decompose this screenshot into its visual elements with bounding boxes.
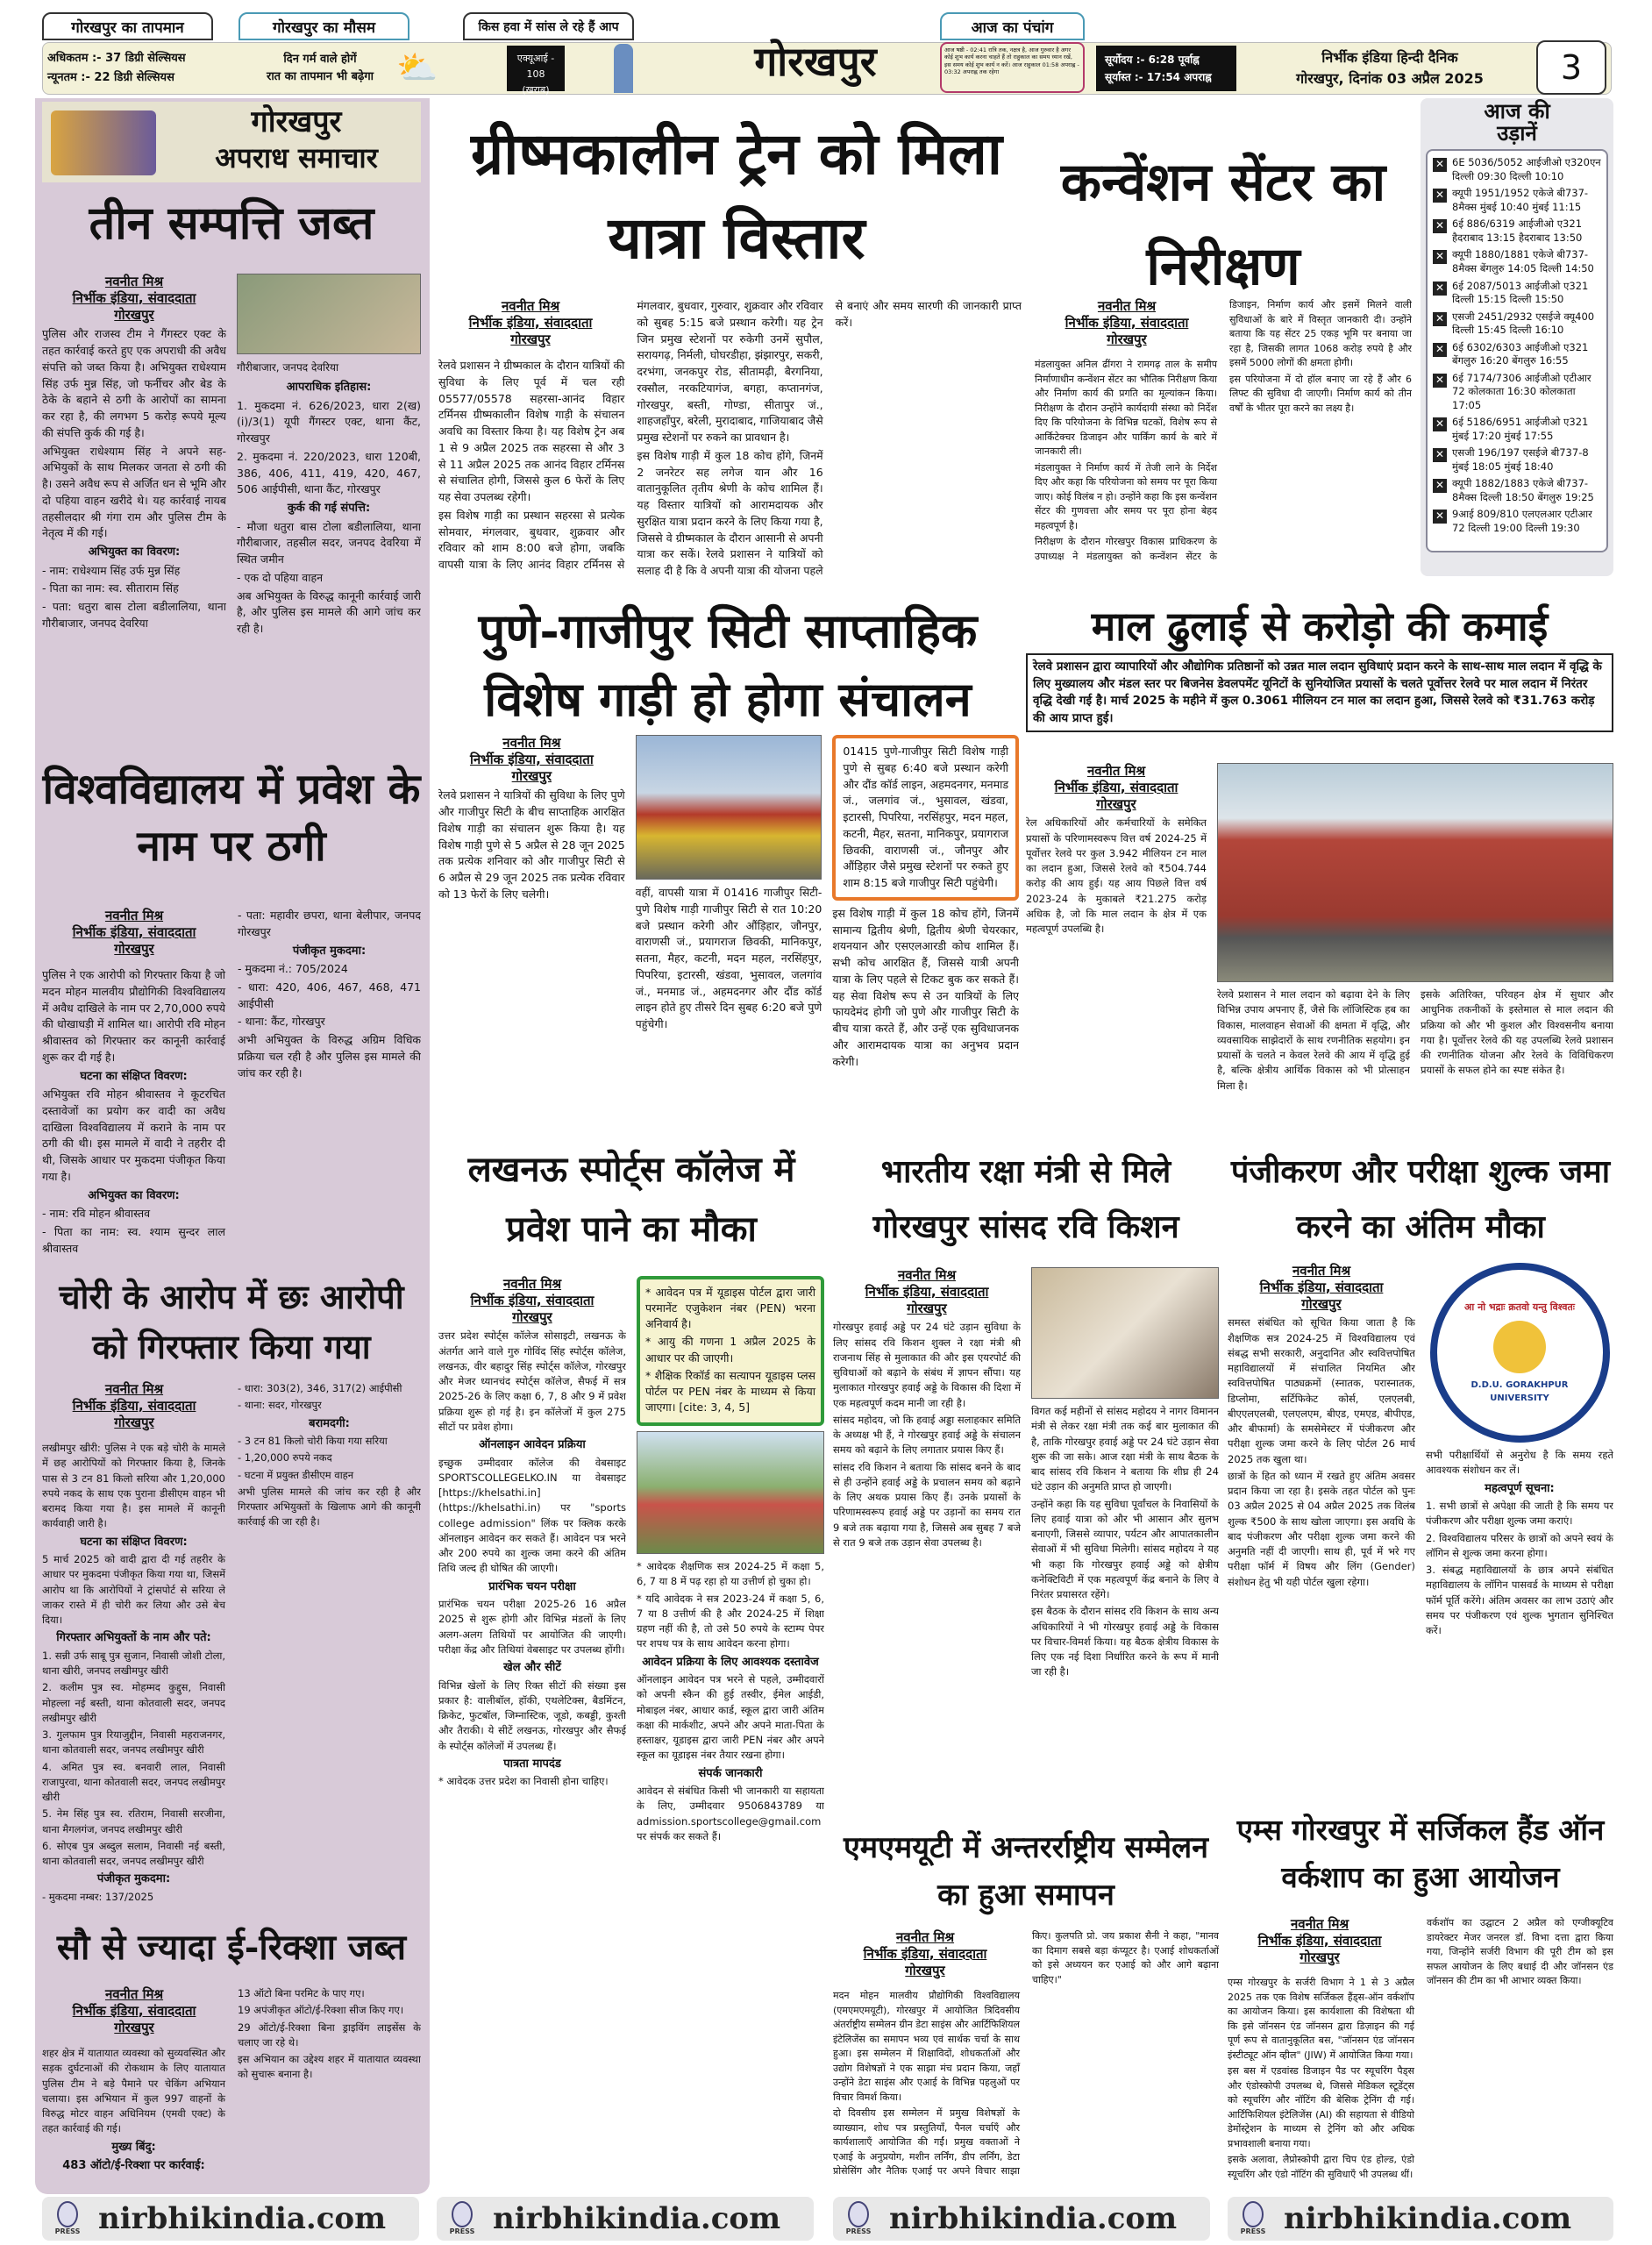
paragraph: आवेदन से संबंधित किसी भी जानकारी या सहायता के लिए, उम्मीदवार 9506843789 या admission.sportscollege@gmail.com पर संपर्क कर सकते हैं। <box>637 1785 824 1842</box>
paragraph: इस अभियान का उद्देश्य शहर में यातायात व्यवस्था को सुचारू बनाना है। <box>238 2053 421 2081</box>
paragraph: - थाना: सदर, गोरखपुर <box>238 1399 322 1412</box>
paragraph: 5. नेम सिंह पुत्र स्व. रतिराम, निवासी सरजीना, थाना मैगलगंज, जनपद लखीमपुर खीरी <box>42 1807 225 1835</box>
headline-theft-arrest: चोरी के आरोप में छः आरोपी को गिरफ्तार किया गया <box>59 1277 404 1366</box>
paragraph: 4. अमित पुत्र स्व. बनवारी लाल, निवासी राजापुरवा, थाना कोतवाली सदर, जनपद लखीमपुर खीरी <box>42 1760 225 1803</box>
sunrise: सूर्योदय :- 6:28 पूर्वाह्न <box>1105 53 1200 66</box>
dateline: गोरखपुर, दिनांक 03 अप्रैल 2025 <box>1296 70 1484 87</box>
freight-train-photo <box>1217 763 1613 982</box>
footer-site-1[interactable] <box>42 2197 419 2241</box>
paragraph: - एक दो पहिया वाहन <box>237 570 324 584</box>
article-body <box>637 1559 824 1844</box>
article-body <box>42 326 226 631</box>
byline: नवनीत मिश्र निर्भीक इंडिया, संवाददाता गोरखपुर <box>863 1929 987 1978</box>
paragraph: - पता: धतुरा बास टोला बडीलालिया, थाना गौरीबाजार, जनपद देवरिया <box>42 600 226 630</box>
press-label: PRESS <box>449 2227 475 2235</box>
byline: नवनीत मिश्र निर्भीक इंडिया, संवाददाता गोरखपुर <box>72 1986 196 2035</box>
paragraph: * आवेदन पत्र में यूडाइस पोर्टल द्वारा जारी परमानेंट एजुकेशन नंबर (PEN) भरना अनिवार्य है। <box>645 1286 815 1331</box>
airplane-icon <box>1433 448 1447 462</box>
crime-banner-title: गोरखपुर <box>251 104 342 139</box>
press-logo <box>845 2201 872 2236</box>
airplane-icon <box>1433 158 1447 172</box>
paragraph: विगत कई महीनों से सांसद महोदय ने नागर विमानन मंत्री से लेकर रक्षा मंत्री तक कई बार मुलाकात की है, ताकि गोरखपुर हवाई अड्डे पर 24 घंटे उड़ान सेवा शुरू की जा सके। आज रक्षा मंत्री के साथ बैठक के बाद सांसद रवि किशन ने बताया कि शीघ्र ही 24 घंटे उड़ान की अनुमति प्राप्त हो जाएगी। <box>1031 1405 1219 1493</box>
paragraph: इस विशेष गाड़ी में कुल 18 कोच होंगे, जिनमें 2 जनरेटर सह लगेज यान और 16 वातानुकूलित तृतीय श्रेणी के कोच शामिल हैं। यह विस्तार यात्रियों को आरामदायक और सुरक्षित यात्रा प्रदान करने के लिए किया गया है, जिससे वे ग्रीष्मकाल के दौरान आसानी से अपनी यात्रा कर सकें। रेलवे प्रशासन ने यात्रियों को सलाह दी है कि वे अपनी यात्रा की योजना पहले से बनाएं और समय सारणी की जानकारी प्राप्त करें। <box>637 299 1022 577</box>
paragraph: * आवेदक शैक्षणिक सत्र 2024-25 में कक्षा 5, 6, 7 या 8 में पढ़ रहा हो या उत्तीर्ण हो चुका हो। <box>637 1560 824 1588</box>
paragraph: वहीं, वापसी यात्रा में 01416 गाजीपुर सिटी-पुणे विशेष गाड़ी गाजीपुर सिटी से रात 10:20 बजे प्रस्थान करेगी और औंड़िहार, जौनपुर, वाराणसी जं., प्रयागराज छिवकी, मानिकपुर, सतना, मैहर, कटनी, मदन महल, नरसिंहपुर, पिपरिया, इटारसी, खंडवा, भुसावल, जलगांव जं., मनमाड जं., अहमदनगर और दौंड कॉर्ड लाइन होते हुए तीसरे दिन सुबह 6:20 बजे पुणे पहुंचेगी। <box>635 886 822 1030</box>
airplane-icon <box>1433 250 1447 264</box>
tab-panchang: आज का पंचांग <box>940 12 1085 40</box>
flight-item <box>1433 156 1601 183</box>
press-label: PRESS <box>845 2227 872 2235</box>
article-column <box>1426 1263 1613 1789</box>
article-property <box>42 274 421 734</box>
flight-item <box>1433 280 1601 307</box>
paragraph: आपराधिक इतिहास: <box>286 381 372 394</box>
byline: नवनीत मिश्र निर्भीक इंडिया, संवाददाता गोरखपुर <box>1054 763 1178 812</box>
airplane-icon <box>1433 374 1447 388</box>
flight-text: क्यूपी 1951/1952 एकेजे बी737-8मैक्स मुंबई 10:40 मुंबई 11:15 <box>1452 187 1589 213</box>
paragraph: सांसद महोदय, जो कि हवाई अड्डा सलाहकार समिति के अध्यक्ष भी हैं, ने गोरखपुर हवाई अड्डे के संचालन समय को बढ़ाने के लिए लगातार प्रयास किए हैं। <box>833 1413 1021 1457</box>
paragraph: * आयु की गणना 1 अप्रैल 2025 के आधार पर की जाएगी। <box>645 1335 815 1365</box>
byline: नवनीत मिश्र निर्भीक इंडिया, संवाददाता गोरखपुर <box>865 1267 989 1316</box>
byline: नवनीत मिश्र निर्भीक इंडिया, संवाददाता गोरखपुर <box>72 908 196 957</box>
paragraph: अब अभियुक्त के विरुद्ध कानूनी कार्रवाई जारी है, और पुलिस इस मामले की आगे जांच कर रही है। <box>237 588 421 635</box>
temperature-readout <box>47 49 186 88</box>
flight-text: 9आई 809/810 एलएलआर एटीआर 72 दिल्ली 19:00 दिल्ली 19:30 <box>1452 508 1592 534</box>
paragraph: गिरफ्तार अभियुक्तों के नाम और पते: <box>56 1631 211 1645</box>
article-column <box>42 274 226 734</box>
paragraph: उत्तर प्रदेश स्पोर्ट्स कॉलेज सोसाइटी, लखनऊ के अंतर्गत आने वाले गुरु गोविंद सिंह स्पोर्ट्स कॉलेज, लखनऊ, वीर बहादुर सिंह स्पोर्ट्स कॉलेज, गोरखपुर और मेजर ध्यानचंद स्पोर्ट्स कॉलेज, सैफई में सत्र 2025-26 के लिए कक्षा 6, 7, 8 और 9 में प्रवेश प्रक्रिया शुरू हो गई है। इन कॉलेजों में कुल 275 सीटों पर प्रवेश होगा। <box>438 1329 626 1433</box>
paper-name: निर्भीक इंडिया हिन्दी दैनिक <box>1321 49 1458 66</box>
site-link[interactable]: nirbhikindia.com <box>493 2201 781 2236</box>
paragraph: 3. संबद्ध महाविद्यालयों के छात्र अपने संबंधित महाविद्यालय के लॉगिन पासवर्ड के माध्यम से परीक्षा फॉर्म पूर्ति करेंगे। अंतिम अवसर का लाभ उठाएं और समय पर पंजीकरण एवं शुल्क भुगतान सुनिश्चित करें। <box>1426 1564 1613 1636</box>
ddu-university-logo <box>1430 1263 1610 1443</box>
footer-site-3[interactable] <box>833 2197 1210 2241</box>
flight-item <box>1433 416 1601 443</box>
article-body <box>438 788 625 902</box>
paragraph: लखीमपुर खीरी: पुलिस ने एक बड़े चोरी के मामले में छह आरोपियों को गिरफ्तार किया है, जिनके पास से 3 टन 81 किलो सरिया और 1,20,000 रुपये नकद के साथ एक पुराना डीसीएम वाहन भी बरामद किया गया है। इस मामले में कानूनी कार्यवाही जारी है। <box>42 1442 225 1530</box>
weather-day: दिन गर्म वाले होगें <box>283 53 357 66</box>
train-photo <box>636 735 822 880</box>
paragraph: - मुकदमा नम्बर: 137/2025 <box>42 1890 154 1903</box>
paragraph: 19 अपंजीकृत ऑटो/ई-रिक्शा सीज किए गए। <box>238 2004 404 2017</box>
paragraph: 6. सोएब पुत्र अब्दुल सलाम, निवासी नई बस्ती, थाना कोतवाली सदर, जनपद लखीमपुर खीरी <box>42 1839 225 1867</box>
paragraph: पंजीकृत मुकदमा: <box>292 944 367 958</box>
tab-weather: गोरखपुर का मौसम <box>239 12 409 40</box>
flight-item <box>1433 248 1601 275</box>
paragraph: प्रारंभिक चयन परीक्षा <box>488 1579 576 1593</box>
paragraph: अभियुक्त रवि मोहन श्रीवास्तव ने कूटरचित दस्तावेजों का प्रयोग कर वादी का अवैध दाखिला विश्वविद्यालय में कराने के नाम पर ठगी की थी। इस मामले में वादी ने तहरीर दी थी, जिसके आधार पर मुकदमा पंजीकृत किया गया है। <box>42 1087 225 1183</box>
headline-registration-deadline: पंजीकरण और परीक्षा शुल्क जमा करने का अंतिम मौका <box>1230 1153 1611 1245</box>
paragraph: इस विशेष गाड़ी में कुल 18 कोच होंगे, जिनमें सामान्य द्वितीय श्रेणी, द्वितीय श्रेणी चेयरकार, शयनयान और एसएलआरडी कोच शामिल हैं। सभी कोच आरक्षित हैं, जिससे यात्री अपनी यात्रा के लिए पहले से टिकट बुक कर सकते हैं। यह सेवा विशेष रूप से उन यात्रियों के लिए फायदेमंद होगी जो पुणे और गाजीपुर सिटी के बीच यात्रा करते हैं, और उन्हें एक सुविधाजनक और आरामदायक यात्रा का अनुभव प्रदान करेगी। <box>832 906 1019 1068</box>
airplane-icon <box>1433 219 1447 233</box>
paragraph: आवेदन प्रक्रिया के लिए आवश्यक दस्तावेज <box>642 1655 819 1669</box>
site-link[interactable]: nirbhikindia.com <box>98 2201 387 2236</box>
paragraph: इसके अतिरिक्त, परिवहन क्षेत्र में सुधार और आधुनिक तकनीकों के इस्तेमाल से माल लदान की प्रक्रिया को और भी कुशल और विश्वसनीय बनाया गया है। पूर्वोत्तर रेलवे की यह उपलब्धि रेलवे प्रशासन की रणनीतिक योजना और रेलवे के विविधिकरण प्रयासों के सफल होने का स्पष्ट संकेत है। <box>1421 988 1613 1077</box>
press-label: PRESS <box>54 2227 81 2235</box>
byline: नवनीत मिश्र निर्भीक इंडिया, संवाददाता गोरखपुर <box>72 274 196 323</box>
site-link[interactable]: nirbhikindia.com <box>1284 2201 1572 2236</box>
paragraph: 5 मार्च 2025 को वादी द्वारा दी गई तहरीर के आधार पर मुकदमा पंजीकृत किया गया था, जिसमें आरोप था कि आरोपियों ने ट्रांसपोर्ट से सरिया ले जाकर रास्ते में ही चोरी कर लिया और उसे बेच दिया। <box>42 1553 225 1626</box>
article-defence <box>833 1267 1219 1811</box>
byline: नवनीत मिश्र निर्भीक इंडिया, संवाददाता गोरखपुर <box>469 735 594 784</box>
paragraph: इस बस में एडवांस्ड डिजाइन पैड पर स्यूचरिंग पैड्स और एंडोस्कोपी उपलब्ध थे, जिससे मेडिकल स्टूडेंट्स को स्यूचरिंग और नॉटिंग की बेसिक ट्रेनिंग दी गई। आर्टिफिशियल इंटेलिजेंस (AI) की सहायता से वीडियो डेमोंस्ट्रेशन के माध्यम से ट्रेनिंग को और अधिक प्रभावशाली बनाया गया। <box>1228 2065 1414 2149</box>
paragraph: ऑनलाइन आवेदन प्रक्रिया <box>479 1438 586 1451</box>
crime-banner-subtitle: अपराध समाचार <box>215 141 378 175</box>
flight-item <box>1433 310 1601 338</box>
article-body <box>1228 1315 1415 1590</box>
paragraph: पंजीकृत मुकदमा: <box>96 1872 171 1886</box>
paragraph: इच्छुक उम्मीदवार कॉलेज की वेबसाइट SPORTSCOLLEGELKO.IN या वेबसाइट [https://khelsathi.in](https://khelsathi.in) पर "sports college admission" लिंक पर क्लिक करके ऑनलाइन आवेदन कर सकते हैं। आवेदन पत्र भरने और 200 रुपये का शुल्क जमा करने की अंतिम तिथि जल्द ही घोषित की जाएगी। <box>438 1456 626 1575</box>
paragraph: इस विशेष गाड़ी का प्रस्थान सहरसा से प्रत्येक सोमवार, मंगलवार, बुधवार, शुक्रवार और रविवार को शाम 8:00 बजे होगा, जबकि वापसी यात्रा के लिए आनंद विहार टर्मिनस से मंगलवार, बुधवार, गुरुवार, शुक्रवार और रविवार को सुबह 5:15 बजे प्रस्थान करेगी। यह ट्रेन जिन प्रमुख स्टेशनों पर रुकेगी उनमें सुपौल, सरायगढ़, निर्मली, घोघरडीहा, झंझारपुर, सकरी, दरभंगा, जनकपुर रोड, सीतामढ़ी, बैरगनिया, रक्सौल, नरकटियागंज, बगहा, कप्तानगंज, गोरखपुर, बस्ती, गोण्डा, सीतापुर जं., शाहजहाँपुर, बरेली, मुरादाबाद, गाजियाबाद जैसे प्रमुख स्टेशनों पर रुकने का प्रावधान है। <box>438 299 823 571</box>
airplane-icon <box>1433 417 1447 431</box>
article-body <box>832 906 1019 1071</box>
train-route-box: 01415 पुणे-गाजीपुर सिटी विशेष गाड़ी पुणे से सुबह 6:40 बजे प्रस्थान करेगी और दौंड कॉर्ड लाइन, अहमदनगर, मनमाड जं., जलगांव जं., भुसावल, खंडवा, इटारसी, पिपरिया, नरसिंहपुर, मदन महल, कटनी, मैहर, सतना, मानिकपुर, प्रयागराज छिवकी, वाराणसी जं., जौनपुर और औंड़िहार जैसे प्रमुख स्टेशनों पर रुकते हुए शाम 8:15 बजे गाजीपुर सिटी पहुंचेगी। <box>832 735 1019 901</box>
press-logo-icon <box>1243 2201 1264 2227</box>
sunset: सूर्यास्त :- 17:54 अपराह्न <box>1105 71 1212 83</box>
headline-pune-ghazipur: पुणे-गाजीपुर सिटी साप्ताहिक विशेष गाड़ी हो होगा संचालन <box>478 602 978 728</box>
headline-aiims-workshop: एम्स गोरखपुर में सर्जिकल हैंड ऑन वर्कशाप का हुआ आयोजन <box>1236 1813 1605 1895</box>
flight-item <box>1433 341 1601 368</box>
press-label: PRESS <box>1240 2227 1266 2235</box>
article-body <box>1421 987 1613 1131</box>
article-column <box>832 735 1019 1130</box>
paragraph: अभी अभियुक्त के विरुद्ध अग्रिम विधिक प्रक्रिया चल रही है और पुलिस इस मामले की जांच कर रही है। <box>238 1033 421 1080</box>
headline-sports-college: लखनऊ स्पोर्ट्स कॉलेज में प्रवेश पाने का मौका <box>467 1149 795 1250</box>
article-sports <box>438 1276 824 2192</box>
article-body <box>1026 816 1207 937</box>
paragraph: इसके अलावा, लैप्रोस्कोपी द्वारा चिप एंड होल्ड, एंडो स्यूचरिंग और एंडो नॉटिंग की सुविधाएँ भी उपलब्ध थीं। <box>1228 2154 1414 2180</box>
paragraph: * शैक्षिक रिकॉर्ड का सत्यापन यूडाइस प्लस पोर्टल पर PEN नंबर के माध्यम से किया जाएगा। [cite: 3, 4, 5] <box>645 1368 815 1414</box>
flight-item <box>1433 187 1601 214</box>
article-column <box>636 735 822 1130</box>
panchang-box: आज षष्ठी - 02:41 रात्रि तक, नक्षत्र है, आज गुरुवार है अगर कोई शुभ कार्य करना चाहते हैं तो राहुकाल का समय ध्यान रखें, इस समय कोई शुभ कार्य न करें। आज राहुकाल 01:58 अपराह्न - 03:32 अपराह्न तक रहेगा <box>940 42 1085 93</box>
press-logo <box>449 2201 475 2236</box>
flight-text: 6ई 7174/7306 आईजीओ एटीआर 72 कोलकाता 16:30 कोलकाता 17:05 <box>1452 371 1591 411</box>
temp-min: न्यूनतम :- 22 डिग्री सेल्सियस <box>47 71 174 84</box>
paragraph: - घटना में प्रयुक्त डीसीएम वाहन <box>238 1468 354 1481</box>
paragraph: - थाना: कैंट, गोरखपुर <box>238 1015 325 1029</box>
paragraph: - पिता का नाम: स्व. सीताराम सिंह <box>42 581 179 595</box>
paragraph: रेलवे प्रशासन ने ग्रीष्मकाल के दौरान यात्रियों की सुविधा के लिए पूर्व में चल रही 05577/05578 सहरसा-आनंद विहार टर्मिनस ग्रीष्मकालीन विशेष गाड़ी के संचालन अवधि का विस्तार किया है। यह विशेष ट्रेन अब 1 से 9 अप्रैल 2025 तक सहरसा से और 3 से 11 अप्रैल 2025 तक आनंद विहार टर्मिनस से संचालित होगी, जिससे कुल 6 फेरों के लिए यह सेवा उपलब्ध रहेगी। <box>438 359 625 503</box>
weather-forecast <box>246 51 395 86</box>
footer-site-4[interactable] <box>1228 2197 1613 2241</box>
edition-city: गोरखपुर <box>754 38 877 85</box>
article-registration <box>1228 1263 1613 1789</box>
article-freight <box>1026 763 1613 1131</box>
paragraph: समस्त संबंधित को सूचित किया जाता है कि शैक्षणिक सत्र 2024-25 में विश्वविद्यालय एवं संबद्ध सभी सरकारी, अनुदानित और स्ववित्तपोषित महाविद्यालयों में संचालित नियमित और स्ववित्तपोषित पाठ्यक्रमों (स्नातक, परास्नातक, डिप्लोमा, सर्टिफिकेट कोर्स, एलएलबी, बीएएलएलबी, एलएलएम, बीएड, एमएड, बीपीएड, और बीफार्मा) के समसेमेस्टर में पंजीकरण और परीक्षा शुल्क जमा करने के लिए पोर्टल 26 मार्च 2025 तक खुला था। <box>1228 1316 1415 1465</box>
article-mmmut <box>833 1929 1219 2188</box>
article-column <box>1228 1263 1415 1789</box>
article-column <box>237 274 421 734</box>
article-erickshaw <box>42 1986 421 2184</box>
paragraph: महत्वपूर्ण सूचना: <box>1485 1481 1555 1495</box>
article-pune <box>438 735 1019 1130</box>
paragraph: 2. कलीम पुत्र स्व. मोहम्मद कुद्दुस, निवासी मोहल्ला नई बस्ती, थाना कोतवाली सदर, जनपद लखीमपुर खीरी <box>42 1681 225 1724</box>
meeting-photo <box>1031 1267 1219 1399</box>
college-gate-photo <box>637 1431 824 1554</box>
aqi-badge <box>507 46 565 96</box>
paragraph: मंडलायुक्त ने निर्माण कार्य में तेजी लाने के निर्देश दिए और कहा कि परियोजना को समय पर पूरा किया जाए। कोई विलंब न हो। उन्होंने कहा कि इस कन्वेंशन सेंटर की गुणवत्ता और समय पर पूरा होना बेहद महत्वपूर्ण है। <box>1035 461 1217 531</box>
masthead <box>1263 47 1517 89</box>
paragraph: सांसद रवि किशन ने बताया कि सांसद बनने के बाद से ही उन्होंने हवाई अड्डे के प्रचालन समय को बढ़ाने के लिए अथक प्रयास किए हैं। उनके प्रयासों के परिणामस्वरूप हवाई अड्डे पर उड़ानों का समय रात 9 बजे तक बढ़ाया गया है, जिससे अब सुबह 7 बजे से रात 9 बजे तक उड़ान सेवा उपलब्ध है। <box>833 1460 1021 1549</box>
paragraph: - 3 टन 81 किलो चोरी किया गया सरिया <box>238 1435 388 1447</box>
airplane-icon <box>1433 312 1447 326</box>
paragraph: 3. गुलफाम पुत्र रियाजुद्दीन, निवासी महराजनगर, थाना कोतवाली सदर, जनपद लखीमपुर खीरी <box>42 1728 225 1757</box>
paragraph: मदन मोहन मालवीय प्रौद्योगिकी विश्वविद्यालय (एमएमएमयूटी), गोरखपुर में आयोजित त्रिदिवसीय अंतर्राष्ट्रीय सम्मेलन ग्रीन डेटा साइंस और आर्टिफिशियल इंटेलिजेंस का समापन भव्य एवं सार्थक चर्चा के साथ हुआ। इस सम्मेलन में शिक्षाविदों, शोधकर्ताओं और उद्योग विशेषज्ञों ने एक साझा मंच प्रदान किया, जहाँ उन्होंने डेटा साइंस और एआई के विभिन्न पहलुओं पर विचार विमर्श किया। <box>833 1990 1020 2103</box>
paragraph: मुख्य बिंदु: <box>111 2140 156 2154</box>
paragraph: 29 ऑटो/ई-रिक्शा बिना ड्राइविंग लाइसेंस के चलाए जा रहे थे। <box>238 2020 421 2049</box>
emblem-icon <box>1493 1321 1546 1373</box>
flight-item <box>1433 372 1601 413</box>
footer-site-2[interactable] <box>437 2197 814 2241</box>
paragraph: 483 ऑटो/ई-रिक्शा पर कार्रवाई: <box>62 2159 205 2172</box>
flights-title: आज की <box>1484 98 1550 124</box>
byline: नवनीत मिश्र निर्भीक इंडिया, संवाददाता गोरखपुर <box>1065 298 1189 347</box>
article-body <box>237 379 421 638</box>
flight-item <box>1433 446 1601 474</box>
article-column <box>637 1276 824 2192</box>
press-logo <box>54 2201 81 2236</box>
aqi-value: एक्यूआई - 108 <box>516 53 555 80</box>
article-university <box>42 908 421 1258</box>
flights-panel <box>1421 98 1613 576</box>
paragraph: इस बैठक के दौरान सांसद रवि किशन के साथ अन्य अधिकारियों ने भी गोरखपुर हवाई अड्डे के विकास पर विचार-विमर्श किया। यह बैठक क्षेत्रीय विकास के लिए एक नई दिशा निर्धारित करने के रूप में मानी जा रही है। <box>1031 1605 1219 1678</box>
paragraph: - 1,20,000 रुपये नकद <box>238 1451 332 1465</box>
byline: नवनीत मिश्र निर्भीक इंडिया, संवाददाता गोरखपुर <box>1257 1916 1382 1965</box>
flight-text: क्यूपी 1880/1881 एकेजे बी737-8मैक्स बेंगलुरु 14:05 दिल्ली 14:50 <box>1452 248 1594 274</box>
flight-text: क्यूपी 1882/1883 एकेजे बी737-8मैक्स दिल्ली 18:50 बेंगलुरु 19:25 <box>1452 477 1594 503</box>
paragraph: घटना का संक्षिप्त विवरण: <box>80 1069 188 1083</box>
paragraph: अभियुक्त का विवरण: <box>88 1188 180 1202</box>
press-logo-icon <box>57 2201 78 2227</box>
paragraph: - धारा: 420, 406, 467, 468, 471 आईपीसी <box>238 980 421 1010</box>
paragraph: अभी पुलिस मामले की जांच कर रही है और गिरफ्तार अभियुक्तों के खिलाफ आगे की कानूनी कार्रवाई की जा रही है। <box>238 1485 421 1529</box>
article-summer-train <box>438 298 1022 588</box>
flight-item <box>1433 217 1601 245</box>
logo-motto: आ नो भद्राः क्रतवो यन्तु विश्वतः <box>1464 1301 1575 1314</box>
paragraph: 1. सन्नी उर्फ साबू पुत्र सुजान, निवासी जोशी टोला, थाना खीरी, जनपद लखीमपुर खीरी <box>42 1649 225 1677</box>
article-column <box>1031 1267 1219 1811</box>
airplane-icon <box>1433 479 1447 493</box>
paragraph: - पता: महावीर छपरा, थाना बेलीपार, जनपद गोरखपुर <box>238 909 421 938</box>
paragraph: - नाम: रवि मोहन श्रीवास्तव <box>42 1207 151 1220</box>
eligibility-note-box <box>637 1276 824 1426</box>
airplane-icon <box>1433 189 1447 203</box>
flight-text: 6ई 2087/5013 आईजीओ ए321 दिल्ली 15:15 दिल्ली 15:50 <box>1452 279 1589 306</box>
flight-item <box>1433 477 1601 504</box>
article-body <box>1031 1404 1219 1680</box>
crime-banner <box>42 102 421 182</box>
headline-university-fraud: विश्वविद्यालय में प्रवेश के नाम पर ठगी <box>42 765 421 871</box>
paragraph: दो दिवसीय इस सम्मेलन में प्रमुख विशेषज्ञों के व्याख्यान, शोध पत्र प्रस्तुतियाँ, पैनल चर्चाएँ और कार्यशालाएँ आयोजित की गईं। प्रमुख वक्ताओं ने एआई के अनुप्रयोग, मशीन लर्निंग, डीप लर्निंग, डेटा प्रोसेसिंग और नैतिक एआई पर अपने विचार साझा किए। कुलपति प्रो. जय प्रकाश सैनी ने कहा, "मानव का दिमाग सबसे बड़ा कंप्यूटर है। एआई शोधकर्ताओं को इसे अध्ययन कर एआई को और आगे बढ़ाना चाहिए।" <box>833 1930 1219 2177</box>
paragraph: शहर क्षेत्र में यातायात व्यवस्था को सुव्यवस्थित और सड़क दुर्घटनाओं की रोकथाम के लिए यातायात पुलिस टीम ने बड़े पैमाने पर चेकिंग अभियान चलाया। इस अभियान में कुल 997 वाहनों के विरुद्ध मोटर वाहन अधिनियम (एमवी एक्ट) के तहत कार्रवाई की गई। <box>42 2047 225 2135</box>
paragraph: एम्स गोरखपुर के सर्जरी विभाग ने 1 से 3 अप्रैल 2025 तक एक विशेष सर्जिकल हैंड्स-ऑन वर्कशॉप का आयोजन किया। इस कार्यशाला की विशेषता थी कि इसे जॉनसन एंड जॉनसन द्वारा डिज़ाइन की गई पूर्ण रूप से वातानुकूलित बस, "जॉनसन एंड जॉनसन इंस्टीट्यूट ऑन व्हील" (JIW) में आयोजित किया गया। <box>1228 1977 1414 2061</box>
article-body <box>1426 1448 1613 1638</box>
paragraph: रेलवे प्रशासन ने माल लदान को बढ़ावा देने के लिए विभिन्न उपाय अपनाए हैं, जैसे कि लॉजिस्टिक हब का विकास, मालवाहन सेवाओं की क्षमता में वृद्धि, और व्यवसायिक साझेदारों के साथ रणनीतिक सहयोग। इन प्रयासों के चलते न केवल रेलवे की आय में वृद्धि हुई है, बल्कि क्षेत्रीय आर्थिक विकास को भी प्रोत्साहन मिला है। <box>1217 988 1410 1092</box>
site-link[interactable]: nirbhikindia.com <box>889 2201 1178 2236</box>
photo-caption: गौरीबाजार, जनपद देवरिया <box>237 361 339 374</box>
paragraph: - मौजा धतुरा बास टोला बडीलालिया, थाना गौरीबाजार, तहसील सदर, जनपद देवरिया में स्थित जमीन <box>237 519 421 566</box>
logo-text: D.D.U. GORAKHPUR UNIVERSITY <box>1470 1379 1569 1403</box>
paragraph: - पिता का नाम: स्व. श्याम सुन्दर लाल श्रीवास्तव <box>42 1224 225 1255</box>
article-body <box>636 885 822 1033</box>
paragraph: इस परियोजना में दो हॉल बनाए जा रहे हैं और 6 लिफ्ट की सुविधा दी जाएगी। निर्माण कार्य को तीन वर्षों के भीतर पूरा करने का लक्ष्य है। <box>1229 373 1412 414</box>
headline-property-seized: तीन सम्पत्ति जब्त <box>89 196 374 250</box>
paragraph: 2. मुकदमा नं. 220/2023, धारा 120बी, 386, 406, 411, 419, 420, 467, 506 आईपीसी, थाना कैंट, गोरखपुर <box>237 449 421 496</box>
sun-times <box>1096 46 1236 91</box>
police-photo <box>237 274 421 354</box>
article-column <box>1026 763 1207 1131</box>
paragraph: गोरखपुर हवाई अड्डे पर 24 घंटे उड़ान सुविधा के लिए सांसद रवि किशन शुक्ल ने रक्षा मंत्री श्री राजनाथ सिंह से मुलाकात की और इस एयरपोर्ट की सुविधाओं को बढ़ाने के संबंध में ज्ञापन सौंपा। यह मुलाकात गोरखपुर हवाई अड्डे के विकास की दिशा में एक महत्वपूर्ण कदम मानी जा रही है। <box>833 1321 1021 1409</box>
article-body <box>833 1320 1021 1550</box>
flight-text: 6ई 5186/6951 आईजीओ ए321 मुंबई 17:20 मुंबई 17:55 <box>1452 416 1589 442</box>
page-number: 3 <box>1536 40 1606 95</box>
article-body <box>1217 987 1410 1131</box>
sun-cloud-icon: ⛅ <box>396 48 438 87</box>
temp-max: अधिकतम :- 37 डिग्री सेल्सियस <box>47 52 186 65</box>
paragraph: 2. विश्वविद्यालय परिसर के छात्रों को अपने स्वयं के लॉगिन से शुल्क जमा करना होगा। <box>1426 1531 1613 1559</box>
press-logo-icon <box>848 2201 869 2227</box>
paragraph: पुलिस और राजस्व टीम ने गैंगस्टर एक्ट के तहत कार्रवाई करते हुए एक अपराधी की अवैध संपत्ति को जब्त किया है। अभियुक्त राधेश्याम सिंह उर्फ मुन्न सिंह, जो फर्नीचर और बेड के ठेके के बहाने से ठगी के आरोपों का सामना कर रहा है, की लगभग 5 करोड़ रूपये मूल्य की संपत्ति कुर्क की गई है। <box>42 327 226 439</box>
paragraph: - मुकदमा नं.: 705/2024 <box>238 962 348 975</box>
headline-mmmut-conference: एमएमयूटी में अन्तरर्राष्ट्रीय सम्मेलन का हुआ समापन <box>843 1830 1208 1914</box>
flight-text: 6E 5036/5052 आईजीओ ए320एन दिल्ली 09:30 दिल्ली 10:10 <box>1452 156 1601 182</box>
press-logo <box>1240 2201 1266 2236</box>
headline-freight-income: माल ढुलाई से करोड़ो की कमाई <box>1091 602 1549 650</box>
airplane-icon <box>1433 343 1447 357</box>
paragraph: अभियुक्त का विवरण: <box>88 545 181 559</box>
article-theft <box>42 1381 421 1907</box>
flight-text: 6ई 6302/6303 आईजीओ ए321 बेंगलुरु 16:20 बेंगलुरु 16:55 <box>1452 340 1589 367</box>
paragraph: पुलिस ने एक आरोपी को गिरफ्तार किया है जो मदन मोहन मालवीय प्रौद्योगिकी विश्वविद्यालय में अवैध दाखिले के नाम पर 2,70,000 रुपये की धोखाधड़ी में शामिल था। आरोपी रवि मोहन श्रीवास्तव को गिरफ्तार कर कानूनी कार्रवाई शुरू कर दी गई है। <box>42 968 225 1064</box>
paragraph: अभियुक्त राधेश्याम सिंह ने अपने सह-अभियुकों के साथ मिलकर जनता से ठगी की है। उसने अवैध रूप से अर्जित धन से भूमि और दो पहिया वाहन खरीदे थे। यह कार्रवाई नायब तहसीलदार श्री गंगा राम और पुलिस टीम के नेतृत्व में की गई। <box>42 444 226 540</box>
paragraph: - धारा: 303(2), 346, 317(2) आईपीसी <box>238 1382 402 1394</box>
press-logo-icon <box>452 2201 473 2227</box>
paragraph: - नाम: राधेश्याम सिंह उर्फ मुन्न सिंह <box>42 563 181 577</box>
flights-title-2: उड़ानें <box>1497 120 1537 146</box>
article-column <box>1217 763 1613 1131</box>
article-aiims <box>1228 1916 1613 2188</box>
flight-text: एसजी 196/197 एसईजे बी737-8 मुंबई 18:05 मुंबई 18:40 <box>1452 446 1589 473</box>
paragraph: संपर्क जानकारी <box>698 1766 763 1780</box>
airplane-icon <box>1433 510 1447 524</box>
paragraph: विभिन्न खेलों के लिए रिक्त सीटों की संख्या इस प्रकार है: वालीबॉल, हॉकी, एथलेटिक्स, बैडमिंटन, क्रिकेट, फुटबॉल, जिम्नास्टिक, जूडो, कबड्डी, कुश्ती और तैराकी। ये सीटें लखनऊ, गोरखपुर और सैफई के स्पोर्ट्स कॉलेजों में उपलब्ध हैं। <box>438 1678 626 1752</box>
mask-person-icon <box>614 44 633 93</box>
aqi-status: (खराब) <box>522 84 550 96</box>
headline-erickshaw-seized: सौ से ज्यादा ई-रिक्शा जब्त <box>56 1927 407 1968</box>
article-column <box>438 1276 626 2192</box>
byline: नवनीत मिश्र निर्भीक इंडिया, संवाददाता गोरखपुर <box>468 298 593 347</box>
headline-convention-centre: कन्वेंशन सेंटर का निरीक्षण <box>1060 152 1386 297</box>
article-column <box>438 735 625 1130</box>
paragraph: मंडलायुक्त अनिल ढींगरा ने रामगढ़ ताल के समीप निर्माणाधीन कन्वेंशन सेंटर का भौतिक निरीक्षण किया और निर्माण कार्य की प्रगति का मूल्यांकन किया। निरीक्षण के दौरान उन्होंने कार्यदायी संस्था को निर्देश दिए कि परियोजना के विभिन्न घटकों, विशेष रूप से आर्किटेक्चर डिजाइन और पार्किंग कार्य के बारे में जानकारी ली। <box>1035 359 1217 457</box>
weather-night: रात का तापमान भी बढ़ेगा <box>267 70 374 83</box>
article-body <box>42 1381 421 1907</box>
paragraph: रेल अधिकारियों और कर्मचारियों के समेकित प्रयासों के परिणामस्वरूप वित्त वर्ष 2024-25 में पूर्वोत्तर रेलवे पर कुल 3.942 मीलियन टन माल का लदान हुआ, जिससे रेलवे को ₹504.744 करोड़ की आय हुई। यह आय पिछले वित्त वर्ष 2023-24 के मुकाबले ₹21.275 करोड़ अधिक है, जो कि माल लदान के क्षेत्र में एक महत्वपूर्ण उपलब्धि है। <box>1026 816 1207 935</box>
article-convention <box>1035 298 1412 570</box>
byline: नवनीत मिश्र निर्भीक इंडिया, संवाददाता गोरखपुर <box>470 1276 595 1325</box>
paragraph: पात्रता मापदंड <box>503 1757 561 1771</box>
paragraph: निरीक्षण के दौरान गोरखपुर विकास प्राधिकरण के उपाध्यक्ष ने मंडलायुक्त को कन्वेंशन सेंटर के डिजाइन, निर्माण कार्य और इसमें मिलने वाली सुविधाओं के बारे में विस्तृत जानकारी दी। उन्होंने बताया कि यह सेंटर 25 एकड़ भूमि पर बनाया जा रहा है, जिसकी लागत 1068 करोड़ रुपये है और इसमें 5000 लोगों की क्षमता होगी। <box>1035 299 1412 562</box>
paragraph: कुर्क की गई संपत्ति: <box>287 502 371 515</box>
byline: नवनीत मिश्र निर्भीक इंडिया, संवाददाता गोरखपुर <box>72 1381 196 1430</box>
paragraph: उन्होंने कहा कि यह सुविधा पूर्वांचल के निवासियों के लिए हवाई यात्रा को और भी आसान और सुलभ बनाएगी, जिससे व्यापार, पर्यटन और आपातकालीन सेवाओं में भी सुविधा मिलेगी। सांसद महोदय ने यह भी कहा कि गोरखपुर हवाई अड्डे को क्षेत्रीय कनेक्टिविटी में एक महत्वपूर्ण केंद्र बनाने के लिए वे निरंतर प्रयासरत रहेंगे। <box>1031 1497 1219 1600</box>
flight-text: 6ई 886/6319 आईजीओ ए321 हैदराबाद 13:15 हैदराबाद 13:50 <box>1452 217 1583 244</box>
police-illustration <box>51 110 156 175</box>
paragraph: प्रारंभिक चयन परीक्षा 2025-26 16 अप्रैल 2025 से शुरू होगी और विभिन्न मंडलों के लिए अलग-अलग तिथियों पर आयोजित की जाएगी। परीक्षा केंद्र और तिथियां वेबसाइट पर उपलब्ध होंगी। <box>438 1598 626 1656</box>
article-body <box>438 1329 626 1789</box>
paragraph: खेल और सीटें <box>503 1661 561 1674</box>
tab-temperature: गोरखपुर का तापमान <box>42 12 213 40</box>
paragraph: 1. सभी छात्रों से अपेक्षा की जाती है कि समय पर पंजीकरण और परीक्षा शुल्क जमा कराएं। <box>1426 1500 1613 1528</box>
paragraph: बरामदगी: <box>309 1416 350 1430</box>
paragraph: 1. मुकदमा नं. 626/2023, धारा 2(ख)(i)/3(1) यूपी गैंगस्टर एक्ट, थाना कैंट, गोरखपुर <box>237 398 421 445</box>
headline-summer-train: ग्रीष्मकालीन ट्रेन को मिला यात्रा विस्तार <box>471 119 1002 272</box>
tab-air-quality: किस हवा में सांस ले रहे हैं आप <box>463 12 634 40</box>
paragraph: वर्कशॉप का उद्घाटन 2 अप्रैल को एग्जीक्यूटिव डायरेक्टर मेजर जनरल डॉ. विभा दत्ता द्वारा किया गया, जिन्होंने सर्जरी विभाग की पूरी टीम को इस सफल आयोजन के लिए बधाई दी और जॉनसन एंड जॉनसन की टीम का भी आभार व्यक्त किया। <box>1427 1917 1613 1986</box>
paragraph: ऑनलाइन आवेदन पत्र भरने से पहले, उम्मीदवारों को अपनी स्कैन की हुई तस्वीर, ईमेल आईडी, मोबाइल नंबर, आधार कार्ड, स्कूल द्वारा जारी अंतिम कक्षा की मार्कशीट, अपने और अपने माता-पिता के हस्ताक्षर, यूडाइस द्वारा जारी PEN नंबर और अपने स्कूल का यूडाइस नंबर तैयार रखना होगा। <box>637 1673 824 1762</box>
paragraph: सभी परीक्षार्थियों से अनुरोध है कि समय रहते आवश्यक संशोधन कर लें। <box>1426 1449 1613 1477</box>
paragraph: छात्रों के हित को ध्यान में रखते हुए अंतिम अवसर प्रदान किया जा रहा है। इसके तहत पोर्टल को पुनः 03 अप्रैल 2025 से 04 अप्रैल 2025 तक विलंब शुल्क ₹500 के साथ खोला जाएगा। इस अवधि के बाद पंजीकरण और परीक्षा शुल्क जमा करने की अनुमति नहीं दी जाएगी। साथ ही, पूर्व में भरे गए परीक्षा फॉर्म में विषय और लिंग (Gender) संशोधन हेतु भी यही पोर्टल खुला रहेगा। <box>1228 1469 1415 1588</box>
flight-text: एसजी 2451/2932 एसईजे क्यू400 दिल्ली 15:45 दिल्ली 16:10 <box>1452 310 1595 337</box>
airplane-icon <box>1433 282 1447 296</box>
flight-item <box>1433 508 1601 535</box>
paragraph: * यदि आवेदक ने सत्र 2023-24 में कक्षा 5, 6, 7 या 8 उत्तीर्ण की है और 2024-25 में शिक्षा ग्रहण नहीं की है, तो उसे 50 रुपये के स्टाम्प पेपर पर शपथ पत्र के साथ आवेदन करना होगा। <box>637 1592 824 1650</box>
paragraph: रेलवे प्रशासन ने यात्रियों की सुविधा के लिए पुणे और गाजीपुर सिटी के बीच साप्ताहिक आरक्षित विशेष गाड़ी का संचालन शुरू किया है। यह विशेष गाड़ी पुणे से 5 अप्रैल से 28 जून 2025 तक प्रत्येक शनिवार को और गाजीपुर सिटी से 6 अप्रैल से 29 जून 2025 तक प्रत्येक रविवार को 13 फेरों के लिए चलेगी। <box>438 788 625 901</box>
freight-summary-box: रेलवे प्रशासन द्वारा व्यापारियों और औद्योगिक प्रतिष्ठानों को उन्नत माल लदान सुविधाएं प्रदान करने के साथ-साथ माल लदान में वृद्धि के लिए मुख्यालय और मंडल स्तर पर बिजनेस डेवलपमेंट यूनिटों के सुनियोजित प्रयासों के चलते पूर्वोत्तर रेलवे पर माल लदान में निरंतर वृद्धि देखी गई है। मार्च 2025 के महीने में कुल 0.3061 मीलियन टन माल का लदान हुआ, जिससे रेलवे को ₹31.763 करोड़ की आय प्राप्त हुई। <box>1026 653 1613 732</box>
paragraph: * आवेदक उत्तर प्रदेश का निवासी होना चाहिए। <box>438 1775 609 1788</box>
article-column <box>833 1267 1021 1811</box>
paragraph: 13 ऑटो बिना परमिट के पाए गए। <box>238 1987 365 1999</box>
byline: नवनीत मिश्र निर्भीक इंडिया, संवाददाता गोरखपुर <box>1259 1263 1384 1312</box>
headline-defence-minister: भारतीय रक्षा मंत्री से मिले गोरखपुर सांसद रवि किशन <box>872 1153 1179 1245</box>
paragraph: घटना का संक्षिप्त विवरण: <box>80 1535 188 1549</box>
flight-list <box>1426 149 1608 552</box>
